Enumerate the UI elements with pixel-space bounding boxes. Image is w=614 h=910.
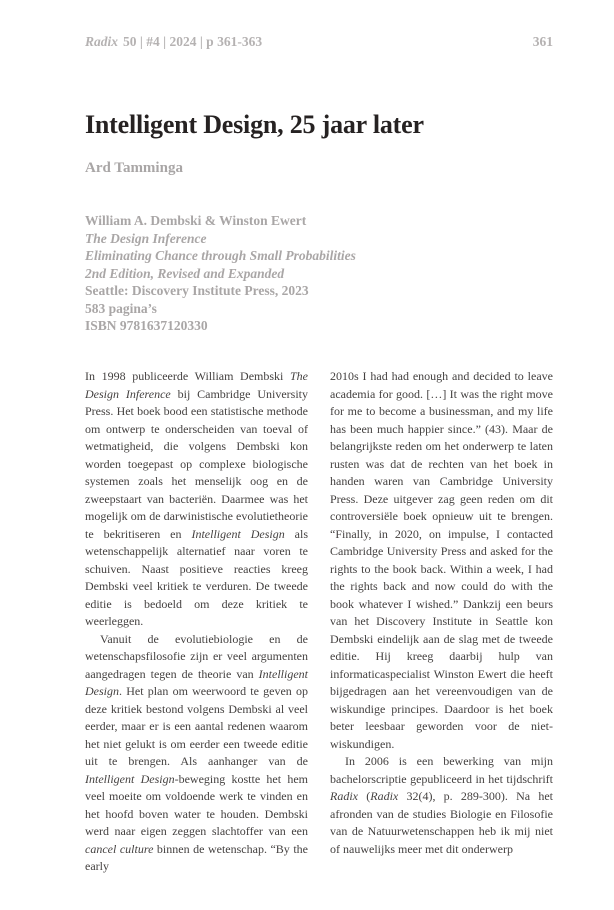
text-run: Vanuit de evolutiebiologie en de wetenschapsfilosofie zijn er veel argumenten aangedragen tegen de theorie van	[85, 631, 308, 681]
text-run: In 2006 is een bewerking van mijn bachelorscriptie gepubliceerd in het tijdschrift	[330, 754, 553, 786]
author-name: Ard Tamminga	[85, 160, 183, 176]
text-run: bij Cambridge University Press. Het boek bood een statistische methode om ontwerp te onderscheiden van toeval of wetmatigheid, die volgens Dembski kon worden toegepast op complexe biologische systemen zoals het menselijk oog en de zweepstaart van bacteriën. Daarmee was het mogelijk om de darwinistische evolutietheorie te bekritiseren en	[85, 386, 308, 541]
page-header	[85, 34, 553, 49]
italic-text-run: Radix	[330, 789, 358, 803]
body-column-right	[330, 368, 553, 876]
book-title: The Design Inference	[85, 230, 207, 246]
journal-reference	[85, 34, 262, 49]
body-paragraph	[330, 753, 553, 858]
issue-info: 50 | #4 | 2024 | p 361-363	[123, 34, 263, 49]
text-run: (	[358, 789, 371, 803]
text-run: -beweging kostte het hem veel moeite om voldoende werk te vinden en het hoofd boven water te houden. Dembski werd naar eigen zeggen slachtoffer van een	[85, 771, 308, 838]
italic-text-run: The Design Inference	[85, 369, 308, 401]
italic-text-run: Intelligent Design	[191, 526, 285, 541]
text-run: als wetenschappelijk alternatief naar voren te schuiven. Naast positieve reacties kreeg Dembski veel kritiek te verduren. De tweede editie is bedoeld om deze kritiek te weerleggen.	[85, 526, 308, 628]
text-run: . Het plan om weerwoord te geven op deze kritiek bestond volgens Dembski al veel eerder, maar er is een aantal redenen waarom het niet gelukt is om eerder een tweede editie uit te brengen. Als aanhanger van de	[85, 684, 308, 768]
body-paragraph	[85, 631, 308, 876]
body-paragraph	[85, 368, 308, 631]
body-column-left	[85, 368, 308, 876]
text-run: 32(4), p. 289-300). Na het afronden van de studies Biologie en Filosofie van de Natuurwetenschappen heb ik mij niet of nauwelijks meer met dit onderwerp	[330, 789, 554, 856]
book-info-block	[85, 212, 553, 335]
book-isbn: ISBN 9781637120330	[85, 318, 208, 333]
book-page-count: 583 pagina’s	[85, 300, 157, 316]
text-run: 2010s I had had enough and decided to leave academia for good. […] It was the right move for me to become a businessman, and my life has been much happier since.” (43). Maar de belangrijkste reden om het onderwerp te laten rusten was dat de rechten van het boek in handen waren van Cambridge University Press. Deze uitgever zag geen reden om dit controversiële boek opnieuw uit te brengen. “Finally, in 2020, on impulse, I contacted Cambridge University Press and asked for the rights to the book back. Within a week, I had the rights back and now could do with the book whatever I wished.” Dankzij een beurs van het Discovery Institute in Seattle kon Dembski eindelijk aan de slag met de tweede editie. Hij kreeg daarbij hulp van informaticaspecialist Winston Ewert die heeft bijgedragen aan het vereenvoudigen van de wiskundige principes. Daardoor is het boek beter leesbaar geworden voor de niet-wiskundigen.	[330, 369, 553, 751]
italic-text-run: cancel culture	[85, 841, 154, 856]
book-subtitle: Eliminating Chance through Small Probabilities	[85, 248, 356, 263]
book-authors: William A. Dembski & Winston Ewert	[85, 213, 307, 228]
italic-text-run: Intelligent Design	[85, 666, 308, 698]
article-title: Intelligent Design, 25 jaar later	[85, 110, 424, 140]
page-number: 361	[532, 34, 553, 49]
text-run: binnen de wetenschap. “By the early	[85, 841, 308, 873]
article-body	[85, 368, 553, 876]
journal-name: Radix	[85, 34, 119, 49]
book-edition: 2nd Edition, Revised and Expanded	[85, 265, 285, 281]
italic-text-run: Intelligent Design	[85, 771, 175, 786]
italic-text-run: Radix	[370, 789, 399, 803]
body-paragraph	[330, 368, 553, 753]
book-publisher: Seattle: Discovery Institute Press, 2023	[85, 283, 309, 298]
text-run: In 1998 publiceerde William Dembski	[85, 369, 290, 383]
